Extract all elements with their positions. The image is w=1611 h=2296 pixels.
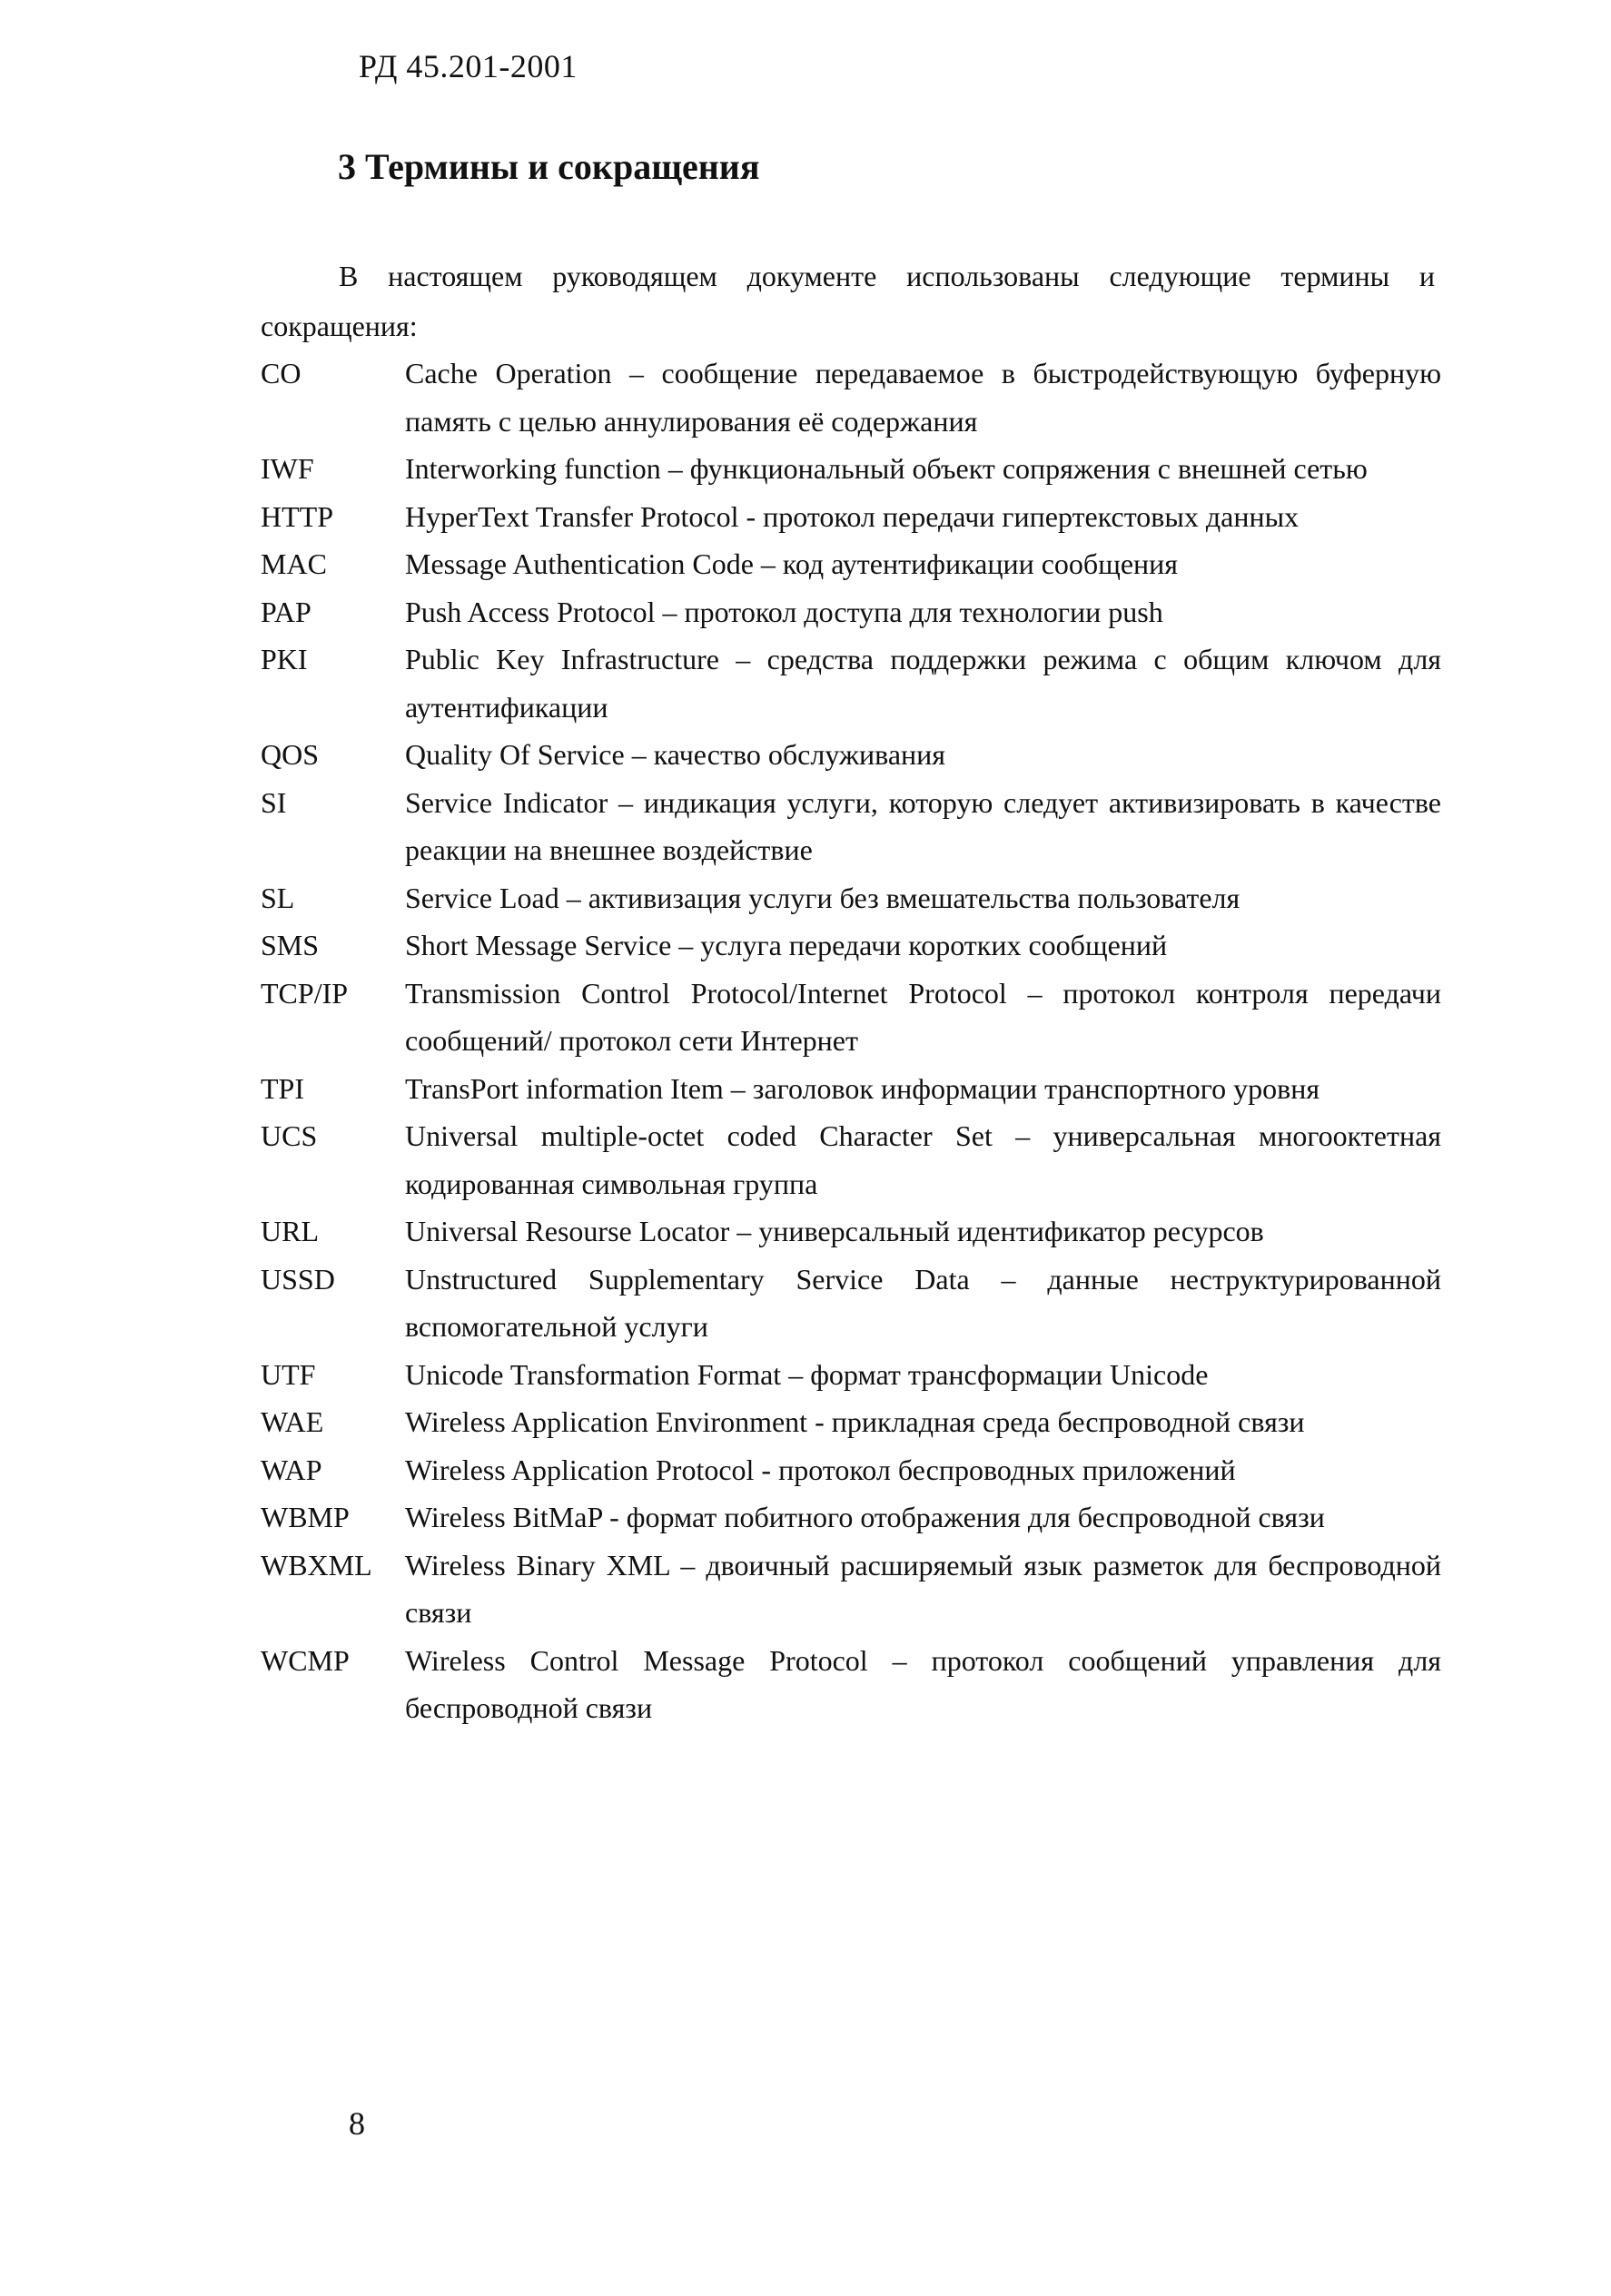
term-definition: Universal multiple-octet coded Character Set – универсальная многооктетная кодированная символьная группа [405, 1119, 1441, 1200]
term-definition: Unicode Transformation Format – формат трансформации Unicode [405, 1357, 1209, 1391]
term-definition: Unstructured Supplementary Service Data – данные неструктурированной вспомогательной услуги [405, 1262, 1441, 1343]
document-code: РД 45.201-2001 [359, 48, 578, 84]
term-row-wbxml [261, 1542, 1441, 1637]
term-row-qos [261, 731, 1441, 779]
term-row-ucs [261, 1112, 1441, 1207]
terms-list [261, 350, 1441, 1732]
term-definition: Interworking function – функциональный объект сопряжения с внешней сетью [405, 452, 1368, 485]
term-abbr: PKI [261, 643, 308, 675]
term-row-tcp-ip [261, 970, 1441, 1065]
term-row-sl [261, 874, 1441, 922]
term-abbr: UCS [261, 1119, 318, 1152]
term-abbr: IWF [261, 452, 314, 485]
section-title: 3 Термины и сокращения [338, 146, 760, 187]
term-row-url [261, 1207, 1441, 1256]
term-row-si [261, 779, 1441, 874]
term-definition: Transmission Control Protocol/Internet Protocol – протокол контроля передачи сообщений/ протокол сети Интернет [405, 976, 1441, 1057]
term-abbr: QOS [261, 738, 320, 771]
term-row-pki [261, 636, 1441, 731]
term-row-utf [261, 1351, 1441, 1399]
term-abbr: WBXML [261, 1548, 372, 1582]
term-definition: Universal Resourse Locator – универсальный идентификатор ресурсов [405, 1215, 1264, 1247]
term-abbr: USSD [261, 1262, 335, 1296]
term-abbr: PAP [261, 595, 311, 628]
term-definition: TransPort information Item – заголовок информации транспортного уровня [405, 1071, 1320, 1105]
term-row-iwf [261, 445, 1441, 493]
term-abbr: CO [261, 357, 301, 389]
term-definition: Cache Operation – сообщение передаваемое в быстродействующую буферную память с целью аннулирования её содержания [405, 357, 1441, 438]
term-abbr: WAE [261, 1405, 324, 1438]
term-definition: Service Indicator – индикация услуги, которую следует активизировать в качестве реакции на внешнее воздействие [405, 785, 1441, 866]
term-definition: Wireless Control Message Protocol – протокол сообщений управления для беспроводной связи [405, 1643, 1441, 1724]
term-definition: Wireless Application Environment - прикладная среда беспроводной связи [405, 1405, 1305, 1438]
term-row-pap [261, 588, 1441, 636]
term-definition: Message Authentication Code – код аутентификации сообщения [405, 547, 1178, 580]
term-row-wcmp [261, 1637, 1441, 1732]
term-definition: Wireless Application Protocol - протокол беспроводных приложений [405, 1453, 1236, 1486]
intro-paragraph: В настоящем руководящем документе использованы следующие термины и сокращения: [261, 260, 1435, 342]
term-abbr: SL [261, 881, 295, 914]
term-abbr: WAP [261, 1453, 322, 1486]
term-abbr: TCP/IP [261, 976, 349, 1010]
term-abbr: HTTP [261, 499, 333, 533]
term-definition: Service Load – активизация услуги без вмешательства пользователя [405, 881, 1240, 914]
term-row-wbmp [261, 1493, 1441, 1542]
term-abbr: TPI [261, 1071, 304, 1105]
term-abbr: UTF [261, 1357, 316, 1391]
term-abbr: SI [261, 785, 287, 819]
term-row-wap [261, 1446, 1441, 1494]
term-row-co [261, 350, 1441, 445]
term-abbr: MAC [261, 547, 327, 580]
term-row-wae [261, 1398, 1441, 1446]
term-row-http [261, 493, 1441, 541]
term-definition: Wireless Binary XML – двоичный расширяемый язык разметок для беспроводной связи [405, 1548, 1441, 1629]
page-number: 8 [349, 2105, 365, 2142]
term-abbr: URL [261, 1215, 319, 1247]
term-row-ussd [261, 1256, 1441, 1351]
term-abbr: SMS [261, 929, 320, 961]
term-definition: Public Key Infrastructure – средства поддержки режима с общим ключом для аутентификации [405, 643, 1441, 724]
term-abbr: WBMP [261, 1501, 350, 1533]
term-definition: Quality Of Service – качество обслуживания [405, 738, 945, 771]
term-abbr: WCMP [261, 1643, 350, 1677]
term-definition: Wireless BitMaP - формат побитного отображения для беспроводной связи [405, 1501, 1325, 1533]
term-row-tpi [261, 1065, 1441, 1113]
term-row-sms [261, 921, 1441, 970]
term-definition: Push Access Protocol – протокол доступа для технологии push [405, 595, 1163, 628]
term-row-mac [261, 540, 1441, 588]
term-definition: HyperText Transfer Protocol - протокол передачи гипертекстовых данных [405, 499, 1300, 533]
term-definition: Short Message Service – услуга передачи коротких сообщений [405, 929, 1168, 961]
